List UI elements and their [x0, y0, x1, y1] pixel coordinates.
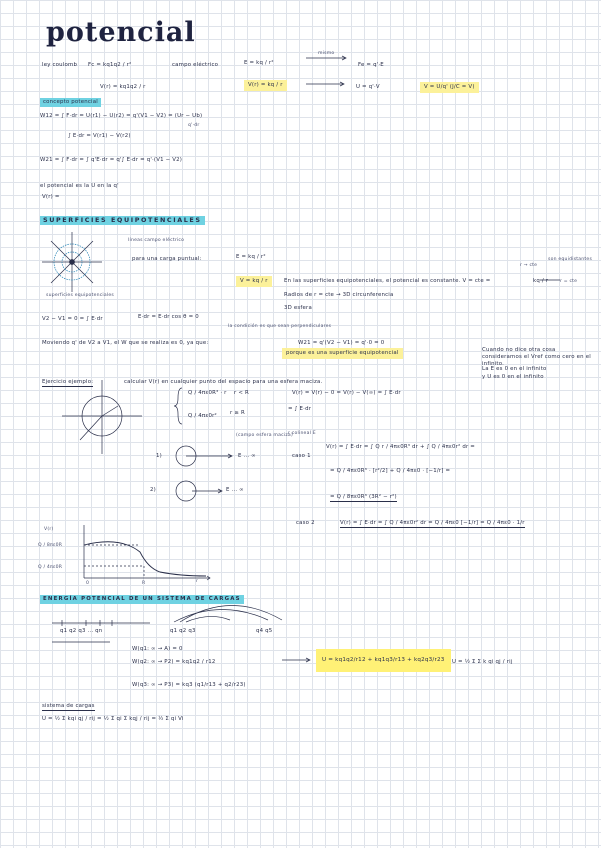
ros-fue: son equidistantes [548, 257, 593, 262]
charges-line [52, 620, 150, 642]
lae-text: La E es 0 en el infinito [482, 366, 547, 372]
fe-formula: Fe = q'·E [358, 62, 384, 68]
cuando-text: Cuando no dice otra cosa consideramos el Vref como cero en el infinito. [482, 347, 591, 367]
equipotencial-frac: kq / r [533, 278, 549, 284]
case1-tag: 1) [156, 453, 162, 459]
e-brace-1: Q / 4πε0R³ · r [188, 390, 227, 396]
superficies-heading: SUPERFICIES EQUIPOTENCIALES [40, 216, 205, 225]
campo-esfera-label: (campo esfera maciza) [236, 433, 293, 438]
graph-y2: Q / 8πε0R [38, 543, 63, 548]
graph-x2: R [142, 581, 146, 586]
w12-sub: q'·dr [188, 123, 200, 128]
v-ratio-highlight: V = U/q' (J/C = V) [420, 82, 479, 93]
caso2-label: caso 2 [296, 520, 315, 526]
concepto-note: el potencial es la U en la q' [40, 183, 119, 189]
graph-x1: 0 [86, 581, 90, 586]
w12-equation: W12 = ∫ F·dr = U(r1) − U(r2) = q'(V1 − V2) = (Ur − Ub) [40, 113, 203, 119]
v-puntual-highlight: V = kq / r [236, 276, 272, 287]
edr-equation: E·dr = E·dr cos θ = 0 [138, 314, 199, 320]
energia-heading: ENERGÍA POTENCIAL DE UN SISTEMA DE CARGAS [40, 595, 244, 604]
sphere-diagram [62, 380, 142, 454]
concepto-heading: concepto potencial [40, 98, 101, 107]
graph-y1: V(r) [44, 527, 54, 532]
case1-e: E ... ∞ [238, 453, 256, 459]
caso2-eq: V(r) = ∫ E·dr = ∫ Q / 4πε0r² dr = Q / 4πε0 [−1/r] = Q / 4πε0 · 1/r [340, 520, 525, 526]
energia-u-sum: U = ½ Σ Σ k qi qj / rij [452, 659, 513, 665]
equipotencial-text: En las superficies equipotenciales, el potencial es constante. V = cte = [284, 278, 491, 284]
sistema-label: sistema de cargas [42, 703, 95, 709]
caso1-eq: V(r) = ∫ E·dr = ∫ Q r / 4πε0R³ dr + ∫ Q / 4πε0r² dr = [326, 444, 476, 450]
caso1-result: = Q / 8πε0R³ (3R² − r²) [330, 494, 397, 500]
porque-highlight: porque es una superficie equipotencial [282, 348, 403, 359]
ros-label: r → cte [520, 263, 538, 268]
graph-x3: r [196, 579, 199, 584]
potential-graph [84, 525, 210, 580]
v-highlight: V(r) = kq / r [244, 80, 287, 91]
case2-tag: 2) [150, 487, 156, 493]
r-lt: r < R [234, 390, 249, 396]
e-puntual-formula: E = kq / r² [236, 254, 266, 260]
yues-text: y U es 0 en el infinito [482, 374, 544, 380]
w21-zero: W21 = q'(V2 − V1) = q'·0 = 0 [298, 340, 385, 346]
brace [174, 388, 182, 424]
charges-arcs [174, 605, 282, 622]
page-title: potencial [46, 17, 196, 48]
vr-int: = ∫ E·dr [288, 406, 312, 412]
energia-w-a: W(q1: ∞ → A) = 0 [132, 646, 183, 652]
ejercicio-enunciado: calcular V(r) en cualquier punto del espacio para una esfera maciza. [124, 379, 323, 385]
u-equation: U = q'·V [356, 84, 380, 90]
vr-label: V(r) = [42, 194, 60, 200]
lineas-label: líneas campo eléctrico [128, 238, 185, 243]
condicion-text: la condición es que sean perpendiculares [228, 324, 332, 329]
r-colineal: r colineal E [288, 431, 316, 436]
field-lines-diagram [42, 232, 102, 292]
equipotencial-cte: r = cte [560, 279, 578, 284]
arrow-label: mismo [318, 51, 335, 56]
energia-line-q3: q4 q5 [256, 628, 273, 634]
superficies-label: superficies equipotenciales [46, 293, 115, 298]
vr-top: V(r) = V(r) − 0 = V(r) − V(∞) = ∫ E·dr [292, 390, 401, 396]
moviendo-text: Moviendo q' de V2 a V1, el W que se realiza es 0, ya que: [42, 340, 209, 346]
r-ge: r ≥ R [230, 410, 245, 416]
radios-text: Radios de r = cte → 3D circunferencia [284, 292, 394, 298]
energia-w-b: W(q2: ∞ → P2) = kq1q2 / r12 [132, 659, 216, 665]
energia-line-q2: q1 q2 q3 [170, 628, 196, 634]
coulomb-v-formula: V(r) = kq1q2 / r [100, 84, 146, 90]
caso1-line2: = Q / 4πε0R³ · [r²/2] + Q / 4πε0 · [−1/r] = [330, 468, 451, 474]
campo-label: campo eléctrico [172, 62, 219, 68]
campo-formula: E = kq / r² [244, 60, 274, 66]
sistema-eq: U = ½ Σ kqi qj / rij = ½ Σ qi Σ kqj / rij = ½ Σ qi Vi [42, 716, 184, 722]
coulomb-force-formula: Fc = kq1q2 / r² [88, 62, 132, 68]
e-brace-2: Q / 4πε0r² [188, 413, 217, 419]
w21-equation: W21 = ∫ F·dr = ∫ q'E·dr = q'∫ E·dr = q'·(V1 − V2) [40, 157, 183, 163]
v2v1-equation: V2 − V1 = 0 = ∫ E·dr [42, 316, 103, 322]
energia-u-result: U = kq1q2/r12 + kq1q3/r13 + kq2q3/r23 [316, 649, 451, 672]
graph-y3: Q / 4πε0R [38, 565, 63, 570]
ley-coulomb-label: ley coulomb [42, 62, 78, 68]
energia-line-q: q1 q2 q3 ... qn [60, 628, 103, 634]
caso1-label: caso 1 [292, 453, 311, 459]
esfera-text: 3D esfera [284, 305, 312, 311]
carga-puntual-label: para una carga puntual: [132, 256, 202, 262]
case2-e: E ... ∞ [226, 487, 244, 493]
int-e-equation: ∫ E·dr = V(r1) − V(r2) [68, 133, 131, 139]
energia-w-c: W(q3: ∞ → P3) = kq3 (q1/r13 + q2/r23) [132, 682, 246, 688]
ejercicio-title: Ejercicio ejemplo: [42, 379, 94, 385]
